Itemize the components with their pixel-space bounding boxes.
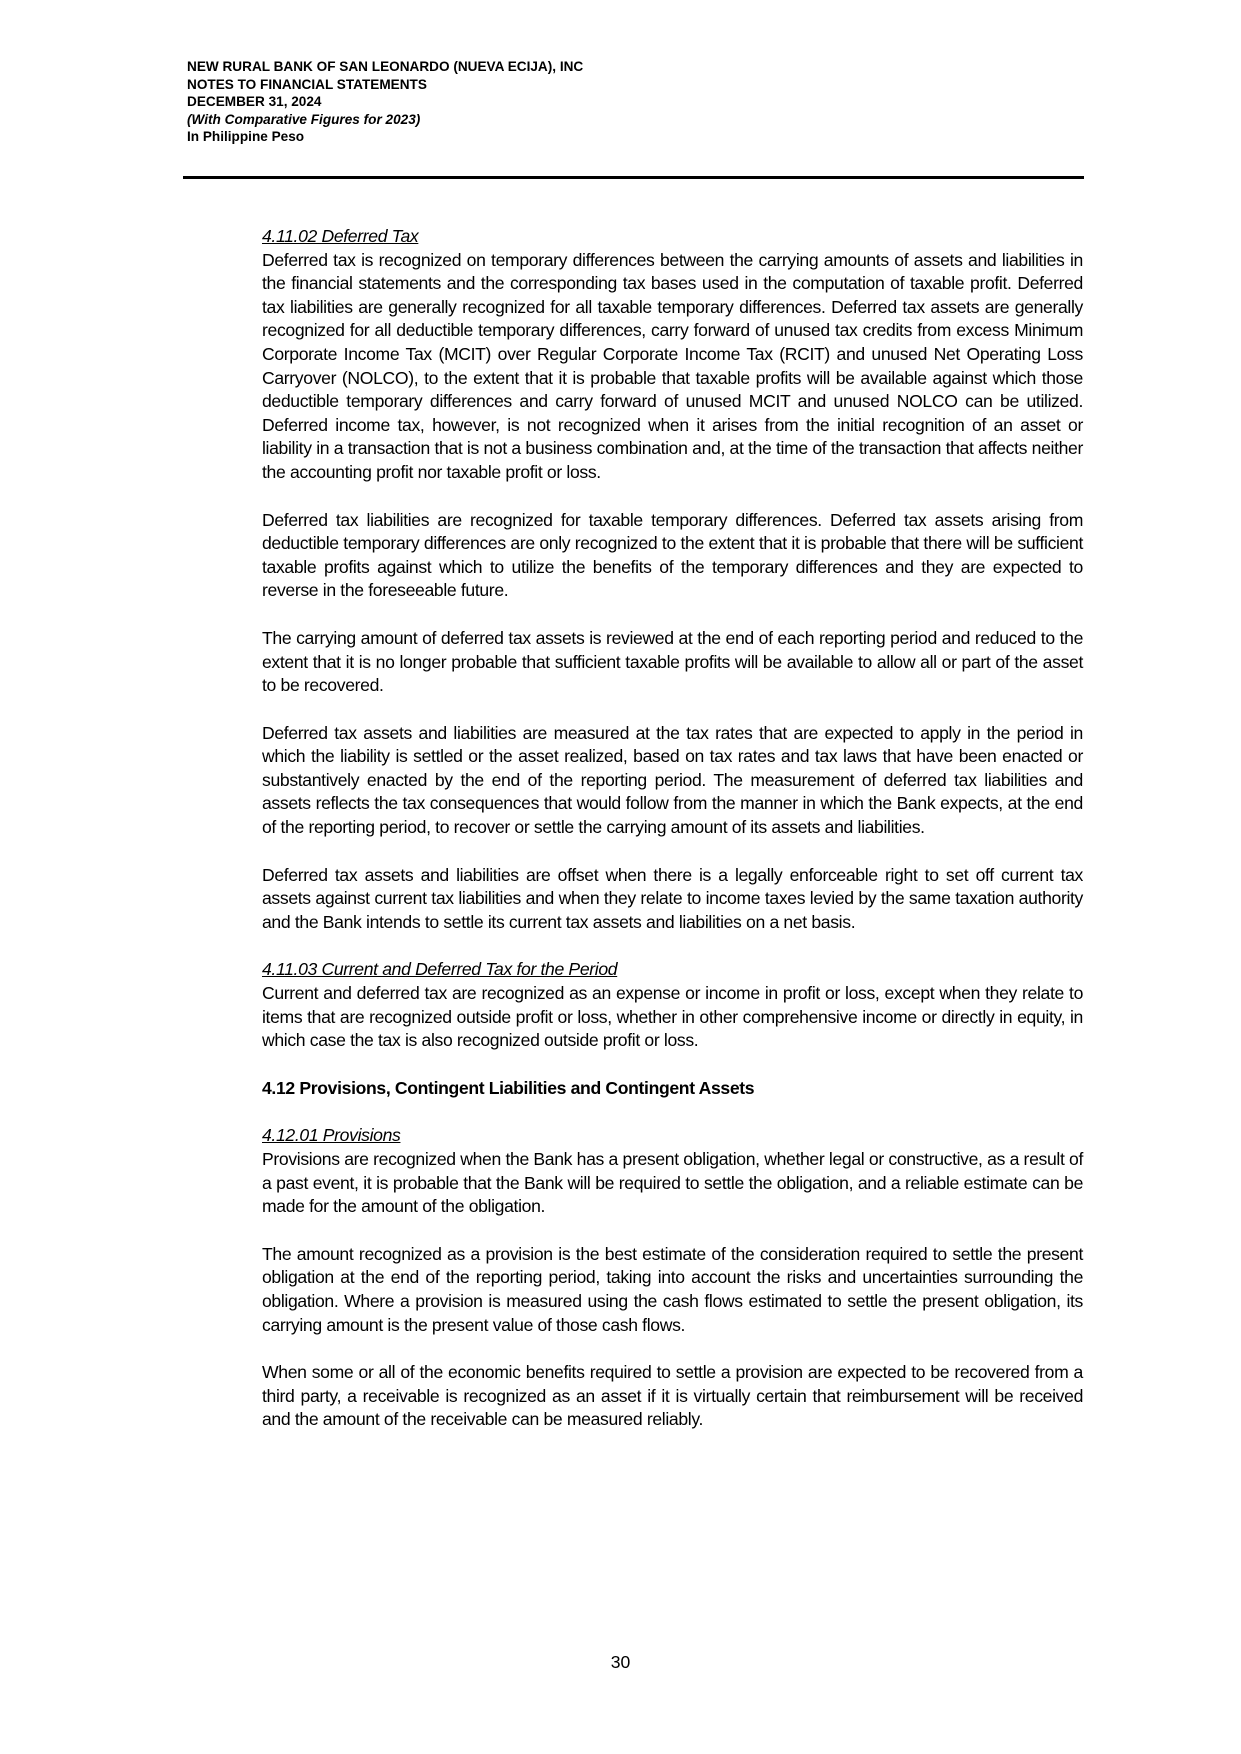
section-current-deferred-tax xyxy=(262,958,1083,1052)
document-header xyxy=(187,58,583,146)
subsection-heading: 4.12.01 Provisions xyxy=(262,1125,401,1146)
section-deferred-tax xyxy=(262,225,1083,934)
currency-note: In Philippine Peso xyxy=(187,129,305,145)
document-body xyxy=(262,225,1083,1432)
paragraph: Deferred tax assets and liabilities are offset when there is a legally enforceable right to set off current tax assets against current tax liabilities and when they relate to income taxes levied by the same taxation authority and the Bank intends to settle its current tax assets and liabilities on a net basis. xyxy=(262,864,1083,932)
page-number: 30 xyxy=(610,1652,631,1672)
document-title: NOTES TO FINANCIAL STATEMENTS xyxy=(187,76,427,92)
paragraph: The carrying amount of deferred tax assets is reviewed at the end of each reporting period and reduced to the extent that it is no longer probable that sufficient taxable profits will be available to allow all or part of the asset to be recovered. xyxy=(262,627,1083,696)
header-divider xyxy=(183,176,1084,179)
subsection-heading: 4.11.02 Deferred Tax xyxy=(262,226,419,246)
paragraph: When some or all of the economic benefits required to settle a provision are expected to be recovered from a third party, a receivable is recognized as an asset if it is virtually certain that reimbursement will be received and the amount of the receivable can be measured reliably. xyxy=(262,1362,1083,1430)
paragraph: Deferred tax is recognized on temporary differences between the carrying amounts of assets and liabilities in the financial statements and the corresponding tax bases used in the computation of taxable profit. Deferred tax liabilities are generally recognized for all taxable temporary differences. Deferred tax assets are generally recognized for all deductible temporary differences, carry forward of unused tax credits from excess Minimum Corporate Income Tax (MCIT) over Regular Corporate Income Tax (RCIT) and unused Net Operating Loss Carryover (NOLCO), to the extent that it is probable that taxable profits will be available against which those deductible temporary differences and carry forward of unused MCIT and unused NOLCO can be utilized. Deferred income tax, however, is not recognized when it arises from the initial recognition of an asset or liability in a transaction that is not a business combination and, at the time of the transaction that affects neither the accounting profit nor taxable profit or loss. xyxy=(262,249,1083,482)
comparative-note: (With Comparative Figures for 2023) xyxy=(187,111,421,127)
subsection-heading: 4.11.03 Current and Deferred Tax for the Period xyxy=(262,959,618,980)
section-provisions xyxy=(262,1124,1083,1432)
paragraph: Current and deferred tax are recognized as an expense or income in profit or loss, except when they relate to items that are recognized outside profit or loss, whether in other comprehensive income or directly in equity, in which case the tax is also recognized outside profit or loss. xyxy=(262,983,1083,1051)
report-date: DECEMBER 31, 2024 xyxy=(187,94,322,110)
company-name: NEW RURAL BANK OF SAN LEONARDO (NUEVA ECIJA), INC xyxy=(187,59,584,74)
paragraph: Deferred tax assets and liabilities are measured at the tax rates that are expected to apply in the period in which the liability is settled or the asset realized, based on tax rates and tax laws that have been enacted or substantively enacted by the end of the reporting period. The measurement of deferred tax liabilities and assets reflects the tax consequences that would follow from the manner in which the Bank expects, at the end of the reporting period, to recover or settle the carrying amount of its assets and liabilities. xyxy=(262,722,1083,838)
paragraph: The amount recognized as a provision is the best estimate of the consideration required to settle the present obligation at the end of the reporting period, taking into account the risks and uncertainties surrounding the obligation. Where a provision is measured using the cash flows estimated to settle the present obligation, its carrying amount is the present value of those cash flows. xyxy=(262,1243,1083,1335)
paragraph: Deferred tax liabilities are recognized for taxable temporary differences. Deferred tax assets arising from deductible temporary differences are only recognized to the extent that it is probable that there will be sufficient taxable profits against which to utilize the benefits of the temporary differences and they are expected to reverse in the foreseeable future. xyxy=(262,509,1083,601)
paragraph: Provisions are recognized when the Bank has a present obligation, whether legal or constructive, as a result of a past event, it is probable that the Bank will be required to settle the obligation, and a reliable estimate can be made for the amount of the obligation. xyxy=(262,1149,1083,1217)
section-heading: 4.12 Provisions, Contingent Liabilities and Contingent Assets xyxy=(262,1077,755,1098)
